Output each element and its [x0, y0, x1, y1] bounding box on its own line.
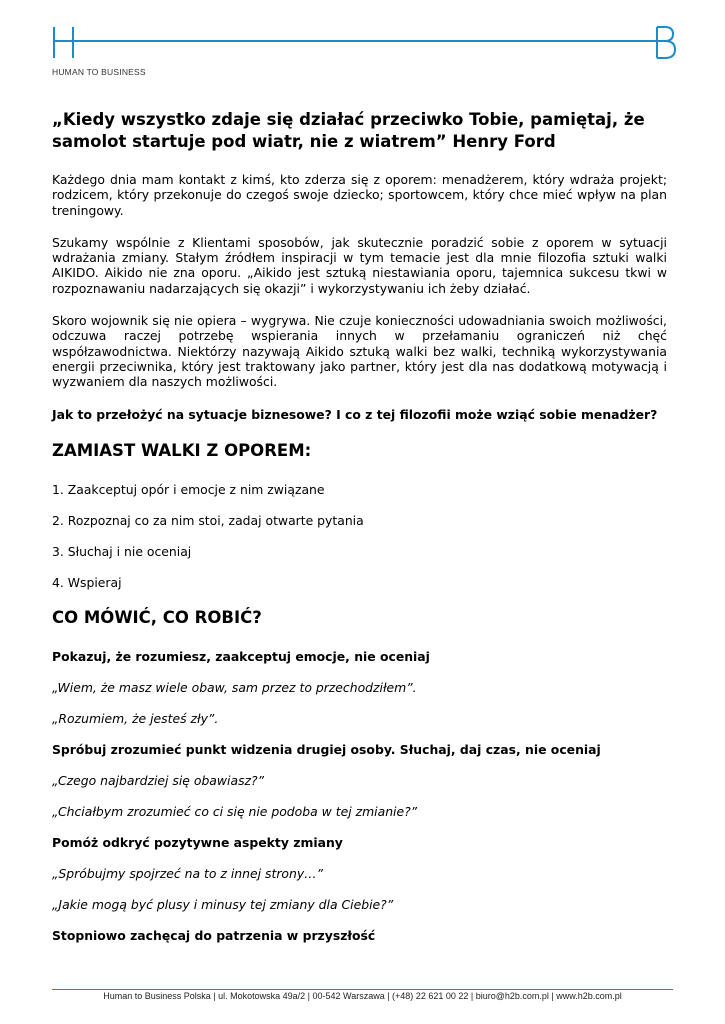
brand-name: HUMAN TO BUSINESS [52, 67, 146, 77]
example-quote: „Chciałbym zrozumieć co ci się nie podoba w tej zmianie?” [52, 803, 418, 819]
paragraph-2: Szukamy wspólnie z Klientami sposobów, jak skutecznie poradzić sobie z oporem w sytuacji wdrażania zmiany. Stałym źródłem inspiracji w tym temacie jest dla mnie filozofia sztuki walki AIKIDO. Aikido nie zna oporu. „Aikido jest sztuką niestawiania oporu, tajemnica sukcesu tkwi w rozpoznawaniu nadarzających się okazji” i wykorzystywaniu ich żeby działać. [52, 234, 667, 296]
example-quote: „Spróbujmy spojrzeć na to z innej strony…” [52, 865, 323, 881]
example-quote: „Wiem, że masz wiele obaw, sam przez to przechodziłem”. [52, 679, 417, 695]
tip-heading: Pomóż odkryć pozytywne aspekty zmiany [52, 834, 343, 850]
step-item: 2. Rozpoznaj co za nim stoi, zadaj otwarte pytania [52, 512, 364, 528]
tip-heading: Spróbuj zrozumieć punkt widzenia drugiej osoby. Słuchaj, daj czas, nie oceniaj [52, 741, 601, 757]
article [52, 109, 667, 959]
paragraph-3: Skoro wojownik się nie opiera – wygrywa. Nie czuje konieczności udowadniania swoich możliwości, odczuwa raczej potrzebę wspierania innych w przełamaniu ograniczeń niż chęć współzawodnictwa. Niektórzy nazywają Aikido sztuką walki bez walki, techniką wykorzystywania energii przeciwnika, który jest traktowany jako partner, który jest dla nas dodatkową motywacją i wyzwaniem dla naszych możliwości. [52, 313, 667, 390]
article-title: „Kiedy wszystko zdaje się działać przeciwko Tobie, pamiętaj, że samolot startuje pod wiatr, nie z wiatrem” Henry Ford [52, 110, 645, 151]
step-item: 3. Słuchaj i nie oceniaj [52, 543, 192, 559]
letterhead [0, 0, 725, 90]
footer-divider [52, 989, 673, 990]
example-quote: „Jakie mogą być plusy i minusy tej zmiany dla Ciebie?” [52, 896, 394, 912]
tip-heading: Pokazuj, że rozumiesz, zaakceptuj emocje, nie oceniaj [52, 648, 430, 664]
business-question: Jak to przełożyć na sytuacje biznesowe? I co z tej filozofii może wziąć sobie menadżer? [52, 406, 658, 422]
section-heading-what-to-say: CO MÓWIĆ, CO ROBIĆ? [52, 607, 262, 627]
step-item: 1. Zaakceptuj opór i emocje z nim związane [52, 481, 325, 497]
footer-contact: Human to Business Polska | ul. Mokotowska 49a/2 | 00-542 Warszawa | (+48) 22 621 00 22 | biuro@h2b.com.pl | www.h2b.com.pl [103, 991, 622, 1001]
tip-heading: Stopniowo zachęcaj do patrzenia w przyszłość [52, 927, 376, 943]
paragraph-1: Każdego dnia mam kontakt z kimś, kto zderza się z oporem: menadżerem, który wdraża projekt; rodzicem, który przekonuje do czegoś swoje dziecko; sportowcem, który chce mieć wpływ na plan treningowy. [52, 172, 667, 218]
steps-list [52, 482, 667, 590]
step-item: 4. Wspieraj [52, 574, 122, 590]
example-quote: „Czego najbardziej się obawiasz?” [52, 772, 265, 788]
example-quote: „Rozumiem, że jesteś zły”. [52, 710, 219, 726]
section-heading-instead-of-fighting: ZAMIAST WALKI Z OPOREM: [52, 440, 312, 460]
